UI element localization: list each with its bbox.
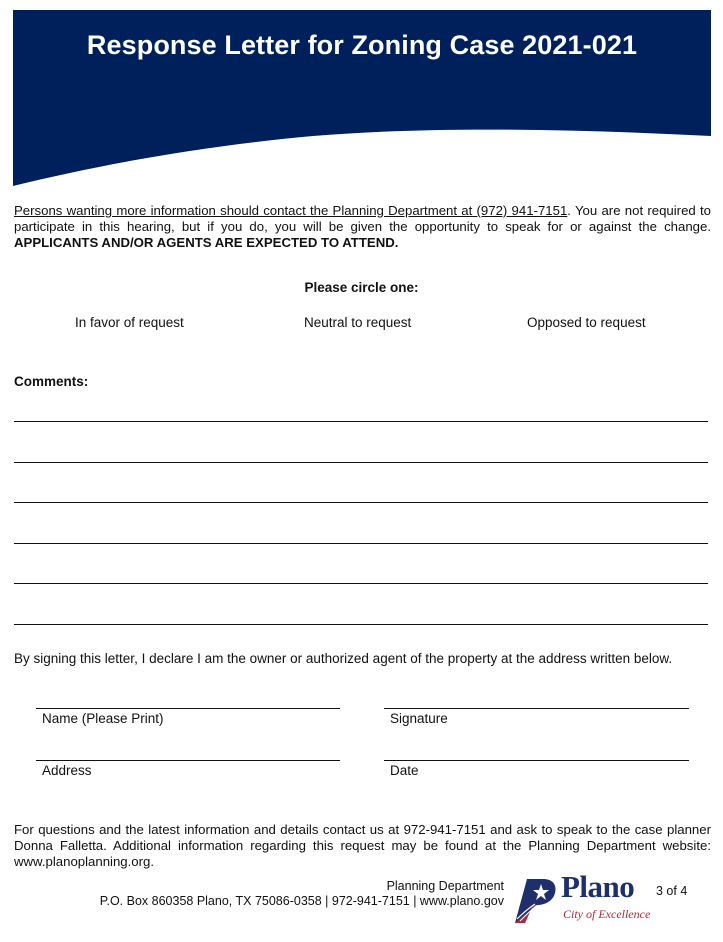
- comment-line-1[interactable]: [14, 421, 708, 422]
- page-number: 3 of 4: [656, 884, 688, 898]
- address-field-line[interactable]: [36, 760, 340, 761]
- date-field-line[interactable]: [384, 760, 689, 761]
- date-field-label: Date: [390, 763, 419, 778]
- comment-line-2[interactable]: [14, 462, 708, 463]
- intro-text: . You are not required to participate in this hearing, but if you do, you will be given the opportunity to speak for or against the change.: [14, 203, 711, 235]
- address-field-label: Address: [42, 763, 92, 778]
- plano-star-p-icon: [513, 875, 559, 925]
- page-title: Response Letter for Zoning Case 2021-021: [86, 30, 638, 60]
- declaration-text: By signing this letter, I declare I am the owner or authorized agent of the property at the address written below.: [14, 651, 673, 666]
- comment-line-5[interactable]: [14, 583, 708, 584]
- plano-logo: [513, 869, 653, 925]
- department-name: Planning Department: [386, 879, 504, 893]
- plano-wordmark: Plano: [561, 869, 635, 904]
- comment-line-3[interactable]: [14, 502, 708, 503]
- option-in-favor[interactable]: In favor of request: [75, 315, 184, 330]
- comment-line-4[interactable]: [14, 543, 708, 544]
- signature-field-label: Signature: [390, 711, 448, 726]
- department-address: P.O. Box 860358 Plano, TX 75086-0358 | 972-941-7151 | www.plano.gov: [99, 894, 504, 908]
- department-address-block: [100, 879, 504, 909]
- name-field-label: Name (Please Print): [42, 711, 164, 726]
- comments-label: Comments:: [14, 374, 89, 389]
- option-opposed[interactable]: Opposed to request: [527, 315, 646, 330]
- comment-line-6[interactable]: [14, 624, 708, 625]
- signature-field-line[interactable]: [384, 708, 689, 709]
- name-field-line[interactable]: [36, 708, 340, 709]
- contact-underlined-text: Persons wanting more information should contact the Planning Department at (972) 941-7151: [14, 203, 568, 218]
- intro-paragraph: [14, 203, 711, 252]
- circle-one-heading: Please circle one:: [304, 280, 419, 295]
- option-neutral[interactable]: Neutral to request: [304, 315, 412, 330]
- attendance-notice: APPLICANTS AND/OR AGENTS ARE EXPECTED TO ATTEND.: [14, 235, 399, 251]
- footer-contact-paragraph: For questions and the latest information and details contact us at 972-941-7151 and ask to speak to the case planner Donna Falletta. Additional information regarding this request may be found at the Planning Department website: www.planoplanning.org.: [14, 822, 711, 870]
- plano-tagline: City of Excellence: [563, 907, 651, 921]
